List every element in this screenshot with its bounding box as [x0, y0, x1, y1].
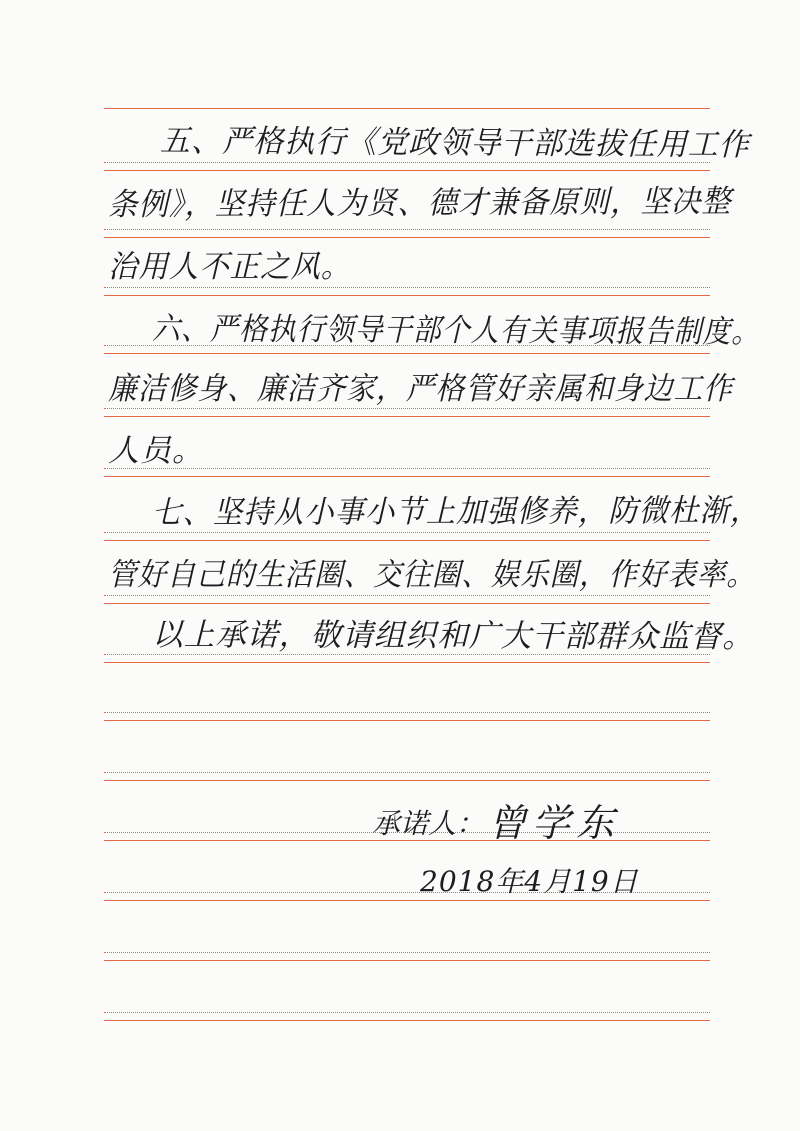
ruled-line — [104, 295, 710, 296]
text-line-7: 七、坚持从小事小节上加强修养，防微杜渐， — [151, 492, 761, 531]
ruled-line — [104, 595, 710, 596]
text-line-5: 廉洁修身、廉洁齐家，严格管好亲属和身边工作 — [108, 371, 733, 407]
signature-date: 2018年4月19日 — [420, 865, 639, 898]
ruled-line — [104, 170, 710, 171]
ruled-line — [104, 108, 710, 109]
signature-label: 承诺人： — [372, 807, 485, 840]
ruled-line — [104, 603, 710, 604]
text-line-9: 以上承诺，敬请组织和广大干部群众监督。 — [151, 617, 754, 656]
ruled-line — [104, 1012, 710, 1013]
text-line-3: 治用人不正之风。 — [108, 249, 352, 285]
ruled-line — [104, 720, 710, 721]
ruled-line — [104, 960, 710, 961]
ruled-line — [104, 229, 710, 230]
ruled-line — [104, 287, 710, 288]
text-line-4: 六、严格执行领导干部个人有关事项报告制度。 — [151, 311, 761, 351]
ruled-line — [104, 1020, 710, 1021]
text-line-2: 条例》，坚持任人为贤、德才兼备原则，坚决整 — [107, 183, 732, 223]
ruled-line — [104, 772, 710, 773]
ruled-line — [104, 780, 710, 781]
text-line-1: 五、严格执行《党政领导干部选拔任用工作 — [159, 123, 750, 164]
ruled-line — [104, 900, 710, 901]
ruled-line — [104, 408, 710, 409]
ruled-line — [104, 952, 710, 953]
text-line-8: 管好自己的生活圈、交往圈、娱乐圈，作好表率。 — [108, 557, 756, 593]
signature-name: 曾学东 — [488, 801, 621, 845]
ruled-line — [104, 540, 710, 541]
ruled-line — [104, 532, 710, 533]
ruled-line — [104, 712, 710, 713]
ruled-line — [104, 353, 710, 354]
text-line-6: 人员。 — [108, 433, 204, 469]
ruled-line — [104, 476, 710, 477]
ruled-line — [104, 237, 710, 238]
ruled-line — [104, 416, 710, 417]
ruled-line — [104, 662, 710, 663]
